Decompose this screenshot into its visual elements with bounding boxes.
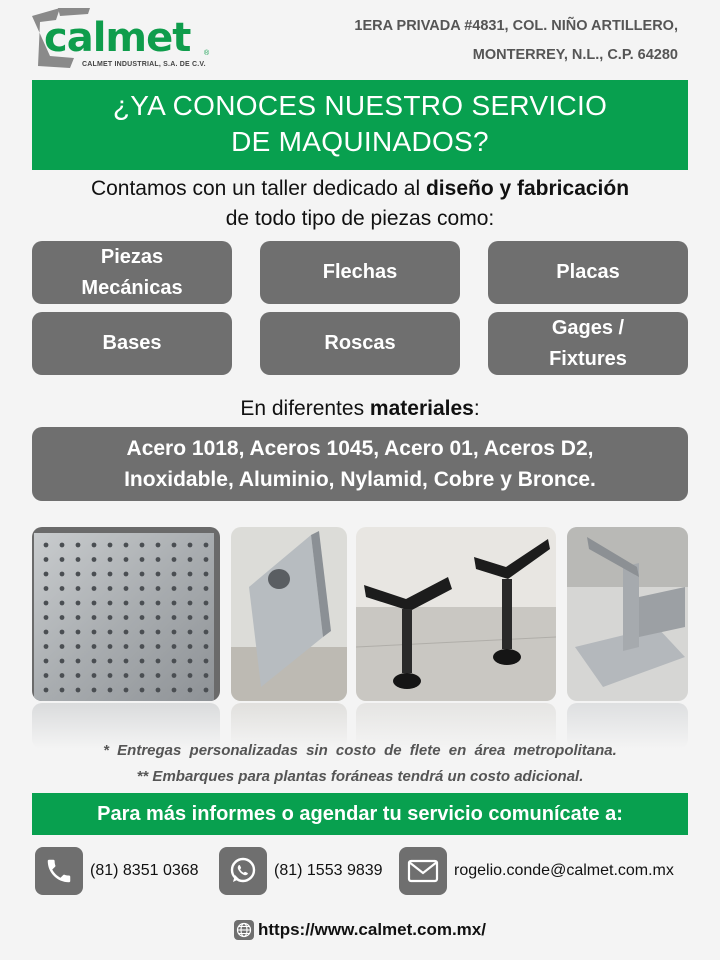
plate-hole	[188, 601, 193, 606]
plate-hole	[44, 586, 49, 591]
plate-hole	[44, 543, 49, 548]
plate-hole	[204, 543, 209, 548]
plate-hole	[156, 688, 161, 693]
plate-hole	[76, 572, 81, 577]
plate-hole	[204, 630, 209, 635]
piece-pill-gages	[488, 312, 688, 375]
note-line-1: * Entregas personalizadas sin costo de flete en área metropolitana.	[103, 742, 617, 759]
company-address	[258, 12, 678, 70]
plate-hole	[172, 615, 177, 620]
intro-text	[20, 174, 700, 234]
plate-hole	[124, 557, 129, 562]
headline-banner	[32, 80, 688, 170]
address-line-2: MONTERREY, N.L., C.P. 64280	[472, 47, 678, 63]
intro-line-2: de todo tipo de piezas como:	[225, 207, 495, 230]
plate-hole	[156, 543, 161, 548]
piece-label: Flechas	[322, 261, 398, 283]
plate-hole	[44, 557, 49, 562]
plate-hole	[108, 557, 113, 562]
plate-hole	[108, 644, 113, 649]
plate-hole	[188, 557, 193, 562]
piece-pill-bases	[32, 312, 232, 375]
plate-hole	[124, 586, 129, 591]
plate-hole	[108, 659, 113, 664]
plate-hole	[172, 586, 177, 591]
plate-hole	[140, 673, 145, 678]
plate-hole	[108, 601, 113, 606]
plate-hole	[76, 557, 81, 562]
plate-hole	[156, 601, 161, 606]
plate-hole	[92, 572, 97, 577]
plate-hole	[188, 572, 193, 577]
plate-hole	[44, 673, 49, 678]
plate-hole	[44, 615, 49, 620]
plate-hole	[188, 688, 193, 693]
plate-hole	[92, 659, 97, 664]
plate-hole	[188, 630, 193, 635]
piece-pill-plates	[488, 241, 688, 304]
plate-hole	[60, 659, 65, 664]
plate-hole	[124, 572, 129, 577]
plate-hole	[60, 557, 65, 562]
intro-line-1: Contamos con un taller dedicado al	[90, 177, 426, 200]
plate-hole	[204, 572, 209, 577]
plate-hole	[156, 644, 161, 649]
plate-hole	[60, 543, 65, 548]
materials-line-2: Inoxidable, Aluminio, Nylamid, Cobre y Bronce.	[124, 468, 596, 491]
perforated-plate-photo	[32, 527, 220, 701]
plate-hole	[188, 543, 193, 548]
plate-hole	[60, 572, 65, 577]
piece-pill-threads	[260, 312, 460, 375]
plate-hole	[44, 630, 49, 635]
plate-hole	[188, 659, 193, 664]
plate-hole	[60, 673, 65, 678]
plate-hole	[92, 615, 97, 620]
headline-line-2: DE MAQUINADOS?	[231, 126, 489, 157]
logo-registered-mark: ®	[204, 50, 210, 57]
shipping-notes	[20, 738, 700, 790]
plate-hole	[172, 543, 177, 548]
website-row	[0, 920, 720, 940]
plate-hole	[44, 601, 49, 606]
plate-hole	[140, 557, 145, 562]
plate-hole	[108, 630, 113, 635]
plate-hole	[92, 557, 97, 562]
logo-subtitle: CALMET INDUSTRIAL, S.A. DE C.V.	[82, 61, 206, 68]
plate-hole	[140, 572, 145, 577]
plate-hole	[108, 673, 113, 678]
piece-label-line-2: Fixtures	[549, 347, 627, 370]
plate-hole	[92, 644, 97, 649]
plate-hole	[108, 615, 113, 620]
headline-line-1: ¿YA CONOCES NUESTRO SERVICIO	[112, 90, 608, 121]
plate-hole	[156, 673, 161, 678]
materials-list-box	[32, 427, 688, 501]
materials-line-1: Acero 1018, Aceros 1045, Acero 01, Aceros D2,	[126, 437, 594, 460]
whatsapp-icon	[219, 847, 267, 895]
plate-hole	[92, 688, 97, 693]
fixture-photo	[567, 527, 688, 701]
plate-hole	[156, 572, 161, 577]
piece-label-line-1: Gages /	[551, 316, 625, 339]
plate-hole	[140, 615, 145, 620]
plate-hole	[60, 630, 65, 635]
plate-hole	[140, 644, 145, 649]
plate-hole	[108, 543, 113, 548]
plate-hole	[44, 659, 49, 664]
plate-hole	[92, 601, 97, 606]
plate-hole	[124, 601, 129, 606]
plate-hole	[156, 630, 161, 635]
globe-icon	[234, 920, 254, 940]
plate-hole	[172, 673, 177, 678]
plate-hole	[140, 543, 145, 548]
plate-hole	[44, 572, 49, 577]
plate-hole	[172, 630, 177, 635]
piece-label-line-2: Mecánicas	[81, 276, 183, 299]
plate-hole	[204, 615, 209, 620]
plate-hole	[172, 644, 177, 649]
plate-hole	[60, 644, 65, 649]
phone-icon	[35, 847, 83, 895]
plate-hole	[140, 586, 145, 591]
plate-hole	[76, 688, 81, 693]
plate-hole	[92, 673, 97, 678]
plate-hole	[124, 659, 129, 664]
plate-hole	[108, 688, 113, 693]
piece-pill-shafts	[260, 241, 460, 304]
plate-hole	[76, 673, 81, 678]
plate-hole	[60, 601, 65, 606]
materials-label-bold: materiales	[369, 397, 474, 420]
plate-hole	[124, 630, 129, 635]
plate-hole	[44, 644, 49, 649]
plate-hole	[124, 644, 129, 649]
plate-hole	[172, 688, 177, 693]
note-line-2: ** Embarques para plantas foráneas tendrá un costo adicional.	[136, 768, 584, 785]
company-logo	[30, 6, 220, 74]
aluminum-block-photo	[231, 527, 347, 701]
materials-label-start: En diferentes	[240, 397, 370, 420]
plate-hole	[108, 572, 113, 577]
email-address[interactable]: rogelio.conde@calmet.com.mx	[454, 862, 674, 879]
plate-hole	[156, 615, 161, 620]
plate-hole	[188, 644, 193, 649]
plate-hole	[204, 673, 209, 678]
plate-hole	[204, 586, 209, 591]
plate-hole	[44, 688, 49, 693]
materials-label-end: :	[473, 397, 480, 420]
contact-cta-banner: Para más informes o agendar tu servicio comunícate a:	[32, 793, 688, 835]
plate-hole	[204, 659, 209, 664]
piece-pill-mechanical	[32, 241, 232, 304]
plate-hole	[92, 543, 97, 548]
piece-label: Roscas	[324, 332, 396, 354]
plate-hole	[204, 688, 209, 693]
plate-hole	[140, 659, 145, 664]
plate-hole	[188, 586, 193, 591]
plate-hole	[204, 644, 209, 649]
materials-label	[20, 394, 700, 424]
plate-hole	[124, 673, 129, 678]
address-line-1: 1ERA PRIVADA #4831, COL. NIÑO ARTILLERO,	[354, 18, 678, 34]
plate-hole	[156, 659, 161, 664]
plate-hole	[76, 615, 81, 620]
plate-hole	[124, 688, 129, 693]
plate-hole	[124, 543, 129, 548]
plate-hole	[204, 601, 209, 606]
plate-hole	[172, 557, 177, 562]
plate-hole	[76, 543, 81, 548]
plate-hole	[140, 630, 145, 635]
plate-hole	[76, 630, 81, 635]
plate-hole	[188, 615, 193, 620]
whatsapp-number[interactable]: (81) 1553 9839	[274, 862, 383, 879]
plate-hole	[76, 644, 81, 649]
plate-hole	[60, 615, 65, 620]
plate-hole	[172, 659, 177, 664]
plate-hole	[156, 557, 161, 562]
plate-hole	[76, 601, 81, 606]
plate-hole	[172, 601, 177, 606]
plate-hole	[140, 688, 145, 693]
plate-hole	[92, 586, 97, 591]
plate-hole	[172, 572, 177, 577]
phone-number[interactable]: (81) 8351 0368	[90, 862, 199, 879]
v-support-screws-photo	[356, 527, 556, 701]
piece-label: Placas	[556, 261, 620, 283]
plate-hole	[156, 586, 161, 591]
plate-hole	[108, 586, 113, 591]
plate-hole	[60, 586, 65, 591]
plate-hole	[76, 659, 81, 664]
plate-hole	[92, 630, 97, 635]
plate-hole	[140, 601, 145, 606]
email-icon	[399, 847, 447, 895]
plate-hole	[204, 557, 209, 562]
piece-label: Bases	[102, 332, 162, 354]
plate-hole	[188, 673, 193, 678]
plate-hole	[76, 586, 81, 591]
logo-wordmark: calmet	[44, 15, 191, 61]
plate-hole	[124, 615, 129, 620]
piece-label-line-1: Piezas	[100, 245, 164, 268]
intro-bold: diseño y fabricación	[425, 177, 630, 200]
plate-hole	[60, 688, 65, 693]
website-link[interactable]: https://www.calmet.com.mx/	[258, 920, 486, 939]
